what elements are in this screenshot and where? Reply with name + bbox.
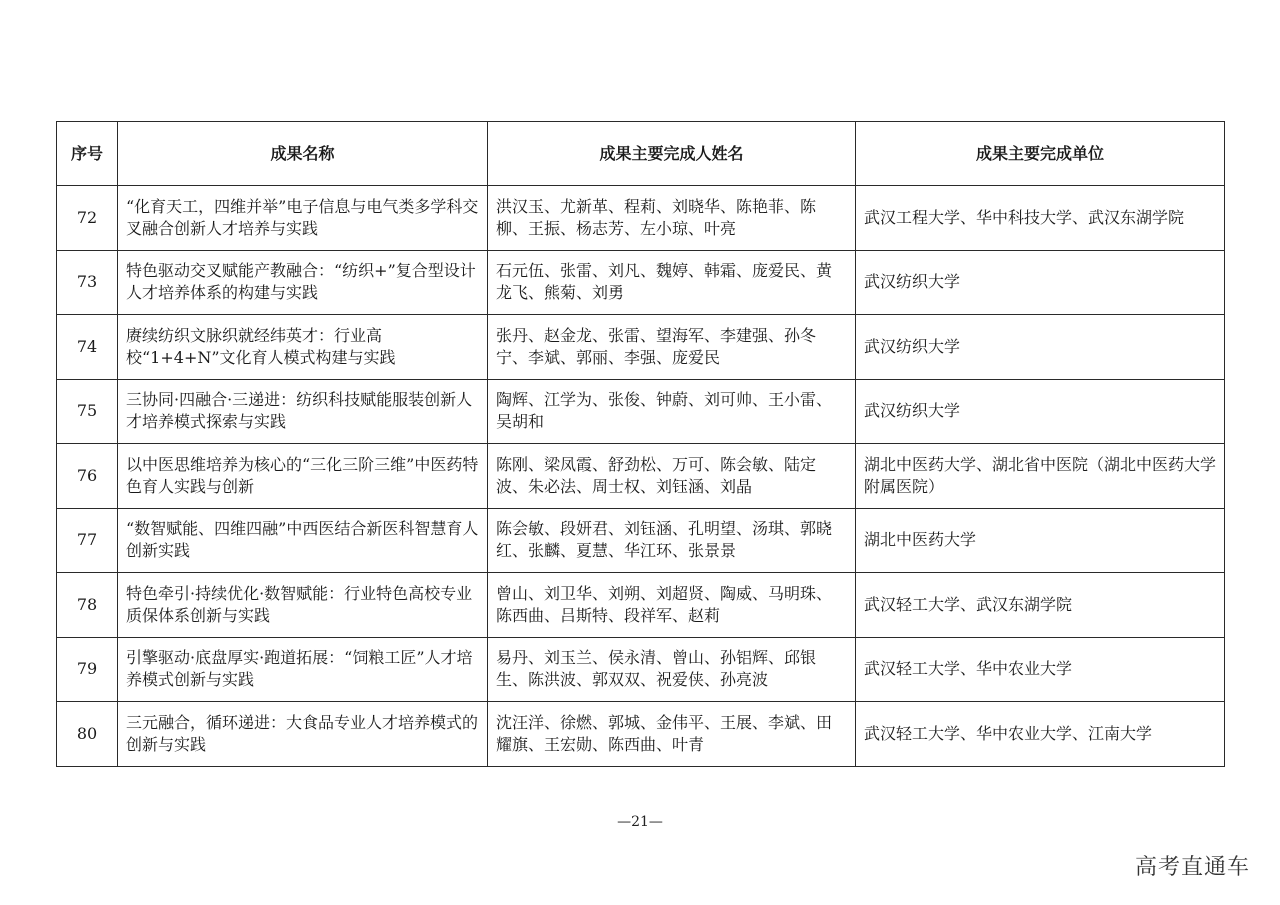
row-units: 湖北中医药大学 (856, 508, 1225, 573)
row-index: 77 (57, 508, 118, 573)
table-row (57, 637, 1225, 702)
table-row (57, 379, 1225, 444)
watermark-text: 高考直通车 (1134, 855, 1250, 880)
row-index: 78 (57, 573, 118, 638)
header-title: 成果名称 (118, 122, 488, 186)
row-units: 武汉纺织大学 (856, 379, 1225, 444)
row-units: 武汉纺织大学 (856, 315, 1225, 380)
row-index: 74 (57, 315, 118, 380)
table-row (57, 250, 1225, 315)
row-units: 湖北中医药大学、湖北省中医院（湖北中医药大学附属医院） (856, 444, 1225, 509)
table-row (57, 315, 1225, 380)
row-people: 陶辉、江学为、张俊、钟蔚、刘可帅、王小雷、吴胡和 (488, 379, 856, 444)
header-index: 序号 (57, 122, 118, 186)
row-title: 特色牵引·持续优化·数智赋能：行业特色高校专业质保体系创新与实践 (118, 573, 488, 638)
row-people: 张丹、赵金龙、张雷、望海军、李建强、孙冬宁、李斌、郭丽、李强、庞爱民 (488, 315, 856, 380)
row-people: 沈汪洋、徐燃、郭城、金伟平、王展、李斌、田耀旗、王宏勋、陈西曲、叶青 (488, 702, 856, 767)
row-title: 赓续纺织文脉织就经纬英才：行业高校“1+4+N”文化育人模式构建与实践 (118, 315, 488, 380)
table-row (57, 573, 1225, 638)
row-title: 三元融合，循环递进：大食品专业人才培养模式的创新与实践 (118, 702, 488, 767)
row-units: 武汉轻工大学、武汉东湖学院 (856, 573, 1225, 638)
table-row (57, 702, 1225, 767)
achievements-table (56, 121, 1225, 767)
header-units: 成果主要完成单位 (856, 122, 1225, 186)
row-people: 陈会敏、段妍君、刘钰涵、孔明望、汤琪、郭晓红、张麟、夏慧、华江环、张景景 (488, 508, 856, 573)
row-index: 79 (57, 637, 118, 702)
table-row (57, 508, 1225, 573)
row-title: 以中医思维培养为核心的“三化三阶三维”中医药特色育人实践与创新 (118, 444, 488, 509)
row-title: 引擎驱动·底盘厚实·跑道拓展：“饲粮工匠”人才培养模式创新与实践 (118, 637, 488, 702)
row-people: 易丹、刘玉兰、侯永清、曾山、孙铝辉、邱银生、陈洪波、郭双双、祝爱侠、孙亮波 (488, 637, 856, 702)
row-units: 武汉轻工大学、华中农业大学 (856, 637, 1225, 702)
row-units: 武汉工程大学、华中科技大学、武汉东湖学院 (856, 186, 1225, 251)
row-units: 武汉纺织大学 (856, 250, 1225, 315)
header-people: 成果主要完成人姓名 (488, 122, 856, 186)
row-people: 曾山、刘卫华、刘朔、刘超贤、陶威、马明珠、陈西曲、吕斯特、段祥军、赵莉 (488, 573, 856, 638)
row-title: 三协同·四融合·三递进：纺织科技赋能服装创新人才培养模式探索与实践 (118, 379, 488, 444)
table-row (57, 444, 1225, 509)
row-index: 76 (57, 444, 118, 509)
page-number: —21— (617, 814, 663, 830)
row-index: 80 (57, 702, 118, 767)
row-people: 石元伍、张雷、刘凡、魏婷、韩霜、庞爱民、黄龙飞、熊菊、刘勇 (488, 250, 856, 315)
row-units: 武汉轻工大学、华中农业大学、江南大学 (856, 702, 1225, 767)
row-index: 72 (57, 186, 118, 251)
row-index: 75 (57, 379, 118, 444)
table-row (57, 186, 1225, 251)
row-people: 洪汉玉、尤新革、程莉、刘晓华、陈艳菲、陈柳、王振、杨志芳、左小琼、叶亮 (488, 186, 856, 251)
row-title: “数智赋能、四维四融”中西医结合新医科智慧育人创新实践 (118, 508, 488, 573)
row-title: 特色驱动交叉赋能产教融合：“纺织+”复合型设计人才培养体系的构建与实践 (118, 250, 488, 315)
row-index: 73 (57, 250, 118, 315)
row-title: “化育天工，四维并举”电子信息与电气类多学科交叉融合创新人才培养与实践 (118, 186, 488, 251)
table-header-row (57, 122, 1225, 186)
row-people: 陈刚、梁凤霞、舒劲松、万可、陈会敏、陆定波、朱必法、周士权、刘钰涵、刘晶 (488, 444, 856, 509)
